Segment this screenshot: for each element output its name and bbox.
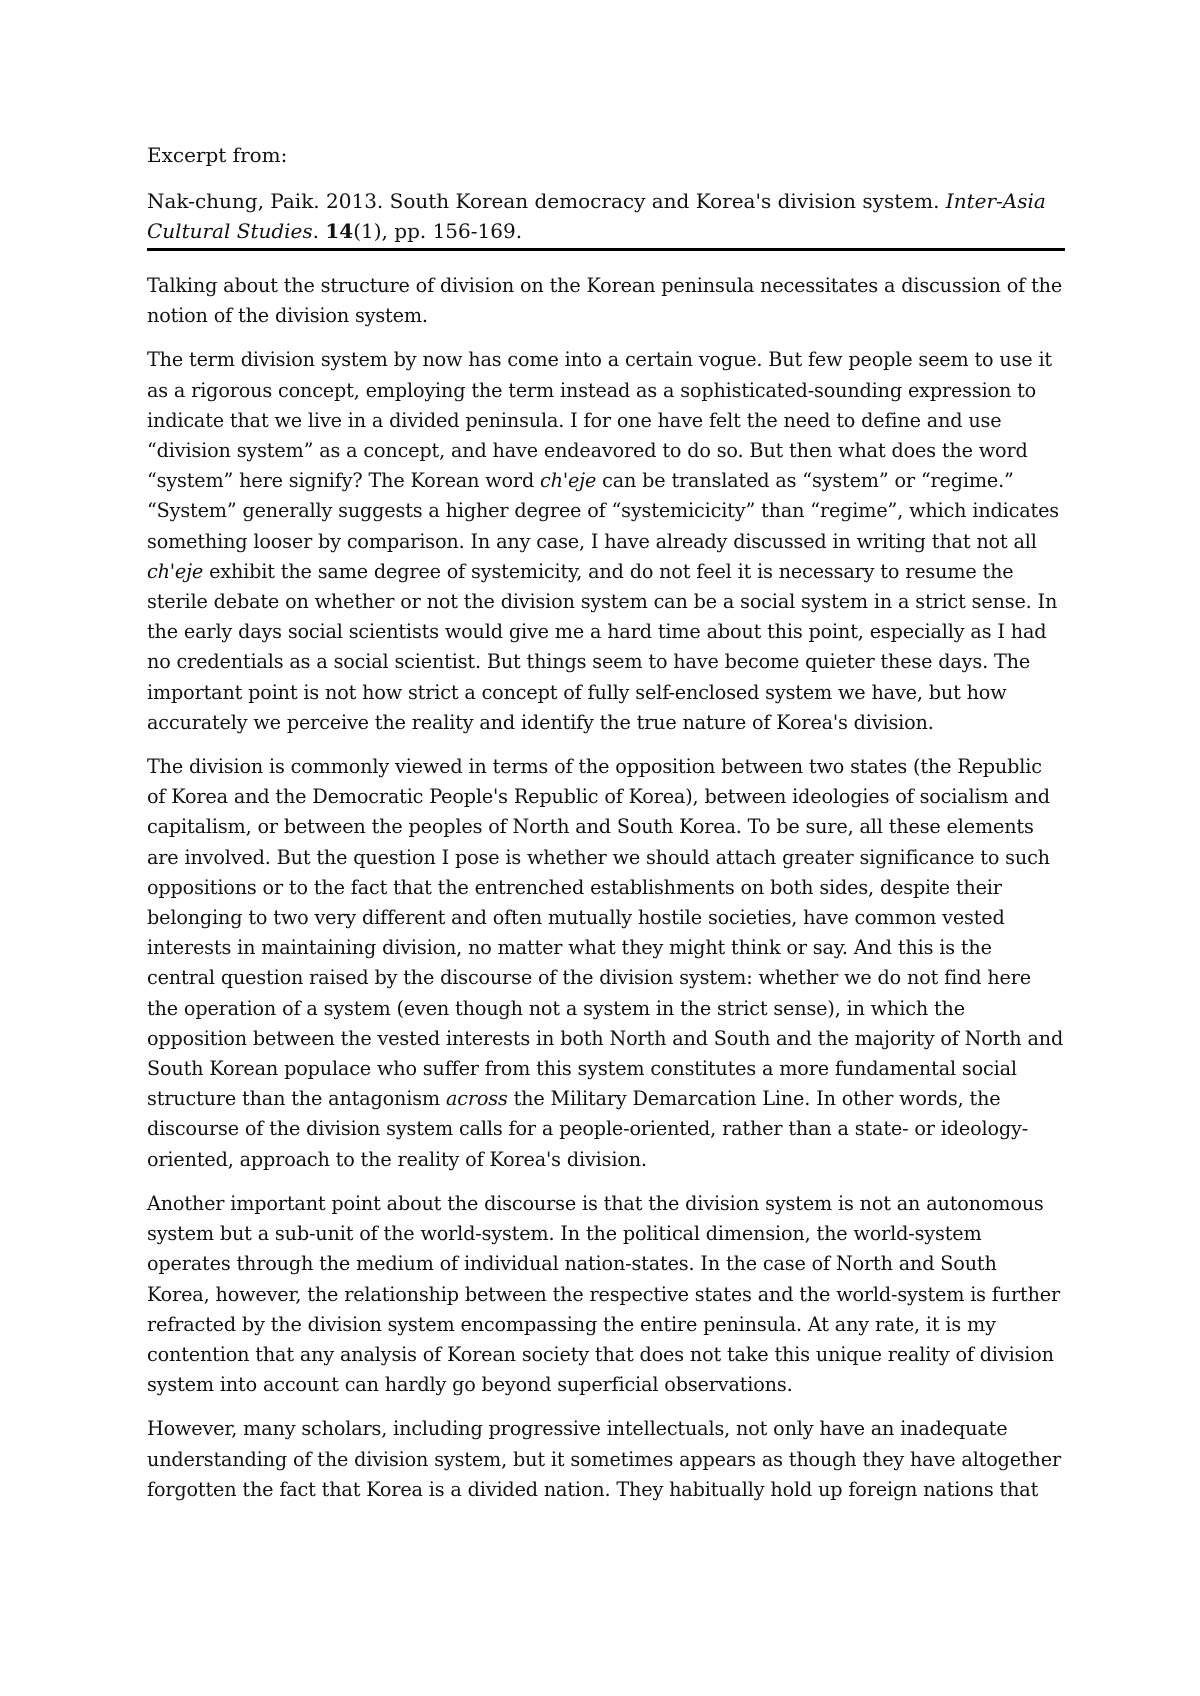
citation-authors-title: Nak-chung, Paik. 2013. South Korean democracy and Korea's division system. bbox=[147, 189, 946, 213]
citation-volume: 14 bbox=[325, 219, 354, 243]
citation-journal: Inter-Asia Cultural Studies bbox=[147, 189, 1046, 243]
document-page bbox=[147, 140, 1065, 1519]
paragraph-2-part-2: can be translated as “system” or “regime.” “System” generally suggests a higher degree of “systemicicity” than “regime”, which indicates something looser by comparison. In any case, I have already discussed in writing that not all bbox=[147, 469, 1059, 553]
paragraph-4: Another important point about the discourse is that the division system is not an autonomous system but a sub-unit of the world-system. In the political dimension, the world-system operates through the medium of individual nation-states. In the case of North and South Korea, however, the relationship between the respective states and the world-system is further refracted by the division system encompassing the entire peninsula. At any rate, it is my contention that any analysis of Korean society that does not take this unique reality of division system into account can hardly go beyond superficial observations. bbox=[147, 1191, 1061, 1397]
excerpt-label: Excerpt from: bbox=[147, 143, 288, 167]
citation-dot: . bbox=[312, 219, 326, 243]
paragraph-3 bbox=[147, 752, 1065, 1175]
across-emphasis: across bbox=[445, 1087, 508, 1111]
paragraph-3-part-2: the Military Demarcation Line. In other words, the discourse of the division system calls for a people-oriented, rather than a state- or ideology-oriented, approach to the reality of Korea's division. bbox=[147, 1087, 1029, 1171]
paragraph-2 bbox=[147, 345, 1065, 738]
citation-issue-pages: (1), pp. 156-169. bbox=[353, 219, 523, 243]
paragraph-2-part-3: exhibit the same degree of systemicity, and do not feel it is necessary to resume the sterile debate on whether or not the division system can be a social system in a strict sense. In the early days social scientists would give me a hard time about this point, especially as I had no credentials as a social scientist. But things seem to have become quieter these days. The important point is not how strict a concept of fully self-enclosed system we have, but how accurately we perceive the reality and identify the true nature of Korea's division. bbox=[147, 559, 1058, 734]
paragraph-3-part-1: The division is commonly viewed in terms of the opposition between two states (the Republic of Korea and the Democratic People's Republic of Korea), between ideologies of socialism and capitalism, or between the peoples of North and South Korea. To be sure, all these elements are involved. But the question I pose is whether we should attach greater significance to such oppositions or to the fact that the entrenched establishments on both sides, despite their belonging to two very different and often mutually hostile societies, have common vested interests in maintaining division, no matter what they might think or say. And this is the central question raised by the discourse of the division system: whether we do not find here the operation of a system (even though not a system in the strict sense), in which the opposition between the vested interests in both North and South and the majority of North and South Korean populace who suffer from this system constitutes a more fundamental social structure than the antagonism bbox=[147, 755, 1064, 1111]
paragraph-2-part-1: The term division system by now has come into a certain vogue. But few people seem to use it as a rigorous concept, employing the term instead as a sophisticated-sounding expression to indicate that we live in a divided peninsula. I for one have felt the need to define and use “division system” as a concept, and have endeavored to do so. But then what does the word “system” here signify? The Korean word bbox=[147, 348, 1052, 493]
cheje-term: ch'eje bbox=[540, 469, 597, 493]
paragraph-5: However, many scholars, including progressive intellectuals, not only have an inadequate understanding of the division system, but it sometimes appears as though they have altogether forgotten the fact that Korea is a divided nation. They habitually hold up foreign nations that bbox=[147, 1417, 1061, 1501]
excerpt-body bbox=[147, 271, 1065, 1505]
citation bbox=[147, 186, 1065, 251]
paragraph-1: Talking about the structure of division on the Korean peninsula necessitates a discussion of the notion of the division system. bbox=[147, 274, 1063, 328]
cheje-term: ch'eje bbox=[147, 559, 204, 583]
